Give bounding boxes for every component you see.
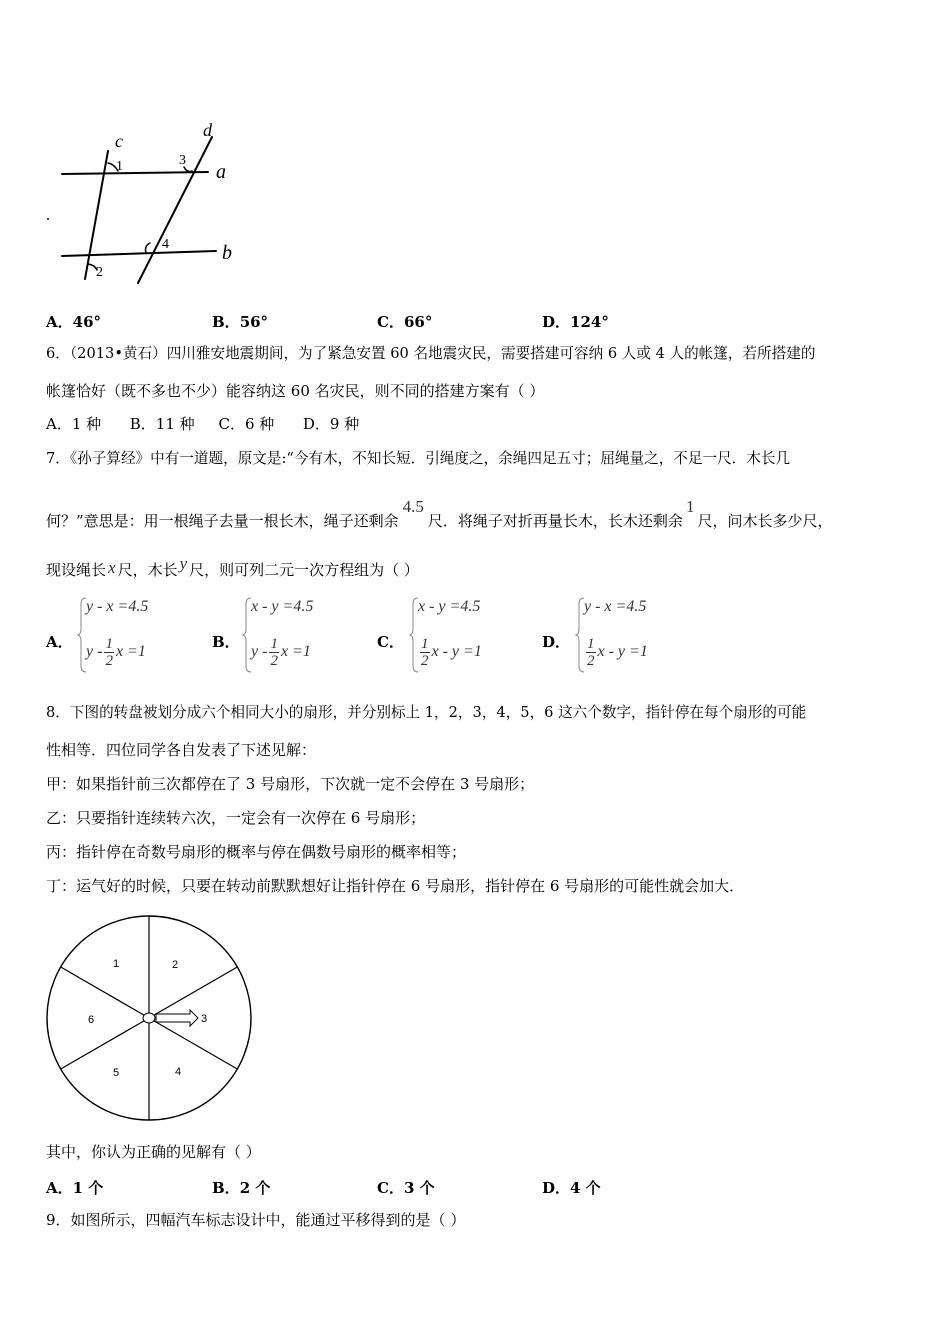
q8-question: 其中，你认为正确的见解有（ ）: [46, 1143, 261, 1161]
q9-stem: 9．如图所示，四幅汽车标志设计中，能通过平移得到的是（ ）: [46, 1211, 466, 1229]
spinner-label-3: 3: [200, 1013, 208, 1025]
var-y: y: [179, 554, 188, 573]
label-b: b: [222, 242, 232, 264]
parallel-lines-figure: [0, 0, 950, 300]
spinner-label-4: 4: [174, 1066, 182, 1078]
q8-option-b: B．2 个: [212, 1179, 271, 1197]
spinner-label-6: 6: [87, 1014, 95, 1026]
q8-option-d: D．4 个: [542, 1179, 601, 1197]
spinner-label-1: 1: [112, 958, 120, 970]
spinner-figure: [30, 905, 290, 1165]
q7-stem-line1: 7．《孙子算经》中有一道题，原文是:“今有木，不知长短．引绳度之，余绳四足五寸；屈绳量之，不足一尺．木长几: [46, 450, 791, 467]
q5-option-c: C．66°: [377, 313, 433, 331]
q8-option-a: A．1 个: [46, 1179, 104, 1197]
q6-stem-line1: 6．（2013•黄石）四川雅安地震期间，为了紧急安置 60 名地震灾民，需要搭建可容纳 6 人或 4 人的帐篷，若所搭建的: [46, 345, 816, 362]
q8-option-c: C．3 个: [377, 1179, 435, 1197]
q6-options: A．1 种 B．11 种 C．6 种 D．9 种: [46, 415, 360, 433]
q7-stem-line3: 现设绳长 x 尺，木长 y 尺，则可列二元一次方程组为（ ）: [46, 554, 419, 579]
label-a: a: [216, 161, 226, 183]
q8-stem-line1: 8．下图的转盘被划分成六个相同大小的扇形，并分别标上 1，2，3，4，5，6 这六个数字，指针停在每个扇形的可能: [46, 704, 807, 721]
var-x: x: [108, 558, 116, 577]
q5-option-d: D．124°: [542, 313, 609, 331]
label-c: c: [115, 131, 123, 151]
label-2: 2: [96, 265, 103, 280]
label-3: 3: [179, 153, 186, 168]
q8-view-yi: 乙：只要指针连续转六次，一定会有一次停在 6 号扇形；: [46, 809, 426, 827]
q5-option-a: A．46°: [46, 313, 102, 331]
q7-stem-line2: 何？”意思是：用一根绳子去量一根长木，绳子还剩余4.5尺．将绳子对折再量长木，长木还剩余1尺，问木长多少尺，: [46, 497, 833, 530]
wood-excess-value: 1: [685, 497, 695, 516]
q8-stem-line2: 性相等．四位同学各自发表了下述见解：: [46, 741, 317, 759]
q8-view-bing: 丙：指针停在奇数号扇形的概率与停在偶数号扇形的概率相等；: [46, 843, 467, 861]
spinner-label-2: 2: [171, 959, 179, 971]
label-4: 4: [162, 237, 169, 252]
q8-view-jia: 甲：如果指针前三次都停在了 3 号扇形，下次就一定不会停在 3 号扇形；: [46, 775, 535, 793]
q8-view-ding: 丁：运气好的时候，只要在转动前默默想好让指针停在 6 号扇形，指针停在 6 号扇形的可能性就会加大．: [46, 877, 745, 895]
label-1: 1: [116, 159, 123, 174]
q5-option-b: B．56°: [212, 313, 269, 331]
label-d: d: [203, 120, 212, 140]
rope-excess-value: 4.5: [402, 497, 424, 516]
spinner-label-5: 5: [112, 1067, 120, 1079]
q6-stem-line2: 帐篷恰好（既不多也不少）能容纳这 60 名灾民，则不同的搭建方案有（ ）: [46, 382, 545, 400]
